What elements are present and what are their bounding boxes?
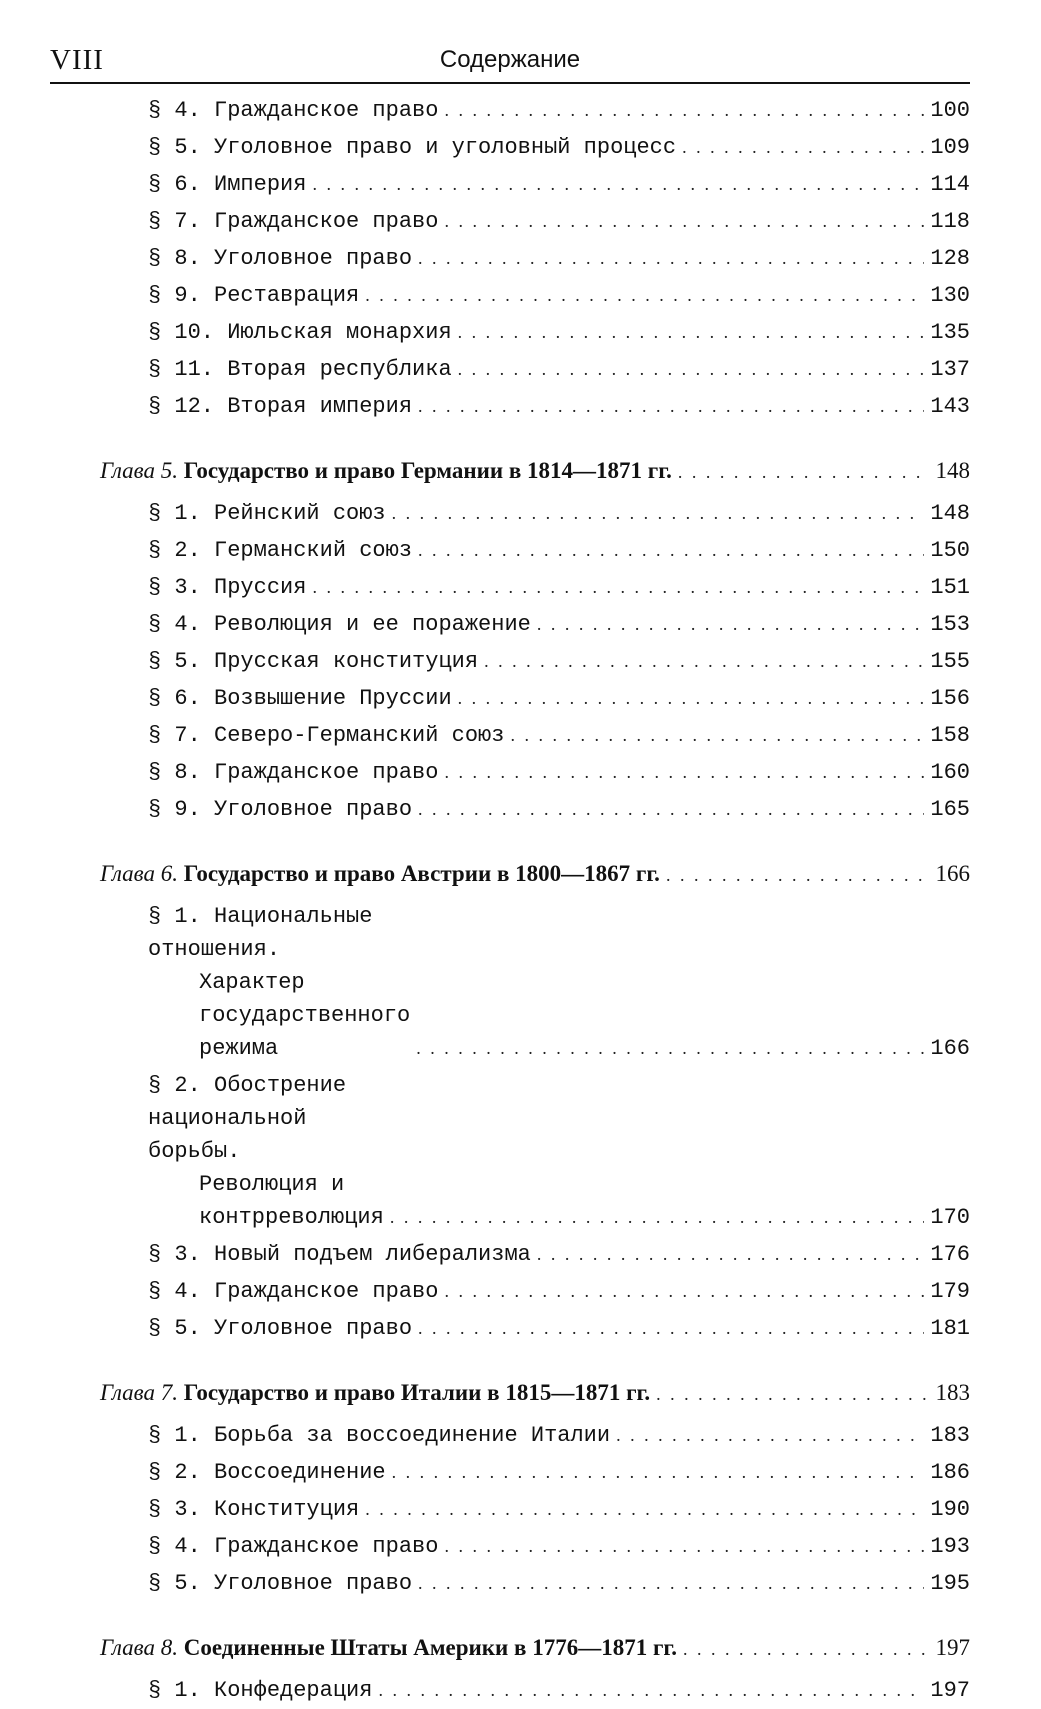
dot-leader [444, 754, 924, 791]
chapter-number: Глава 7. [100, 1380, 178, 1405]
section-label [148, 1069, 384, 1234]
toc-section-entry[interactable] [100, 754, 970, 791]
toc-section-entry[interactable] [100, 1417, 970, 1454]
toc-section-entry[interactable] [100, 129, 970, 166]
toc-section-entry[interactable] [100, 1491, 970, 1528]
dot-leader [365, 1491, 924, 1528]
toc-section-entry[interactable] [100, 1454, 970, 1491]
section-page-number: 150 [930, 538, 970, 563]
section-page-number: 166 [930, 1036, 970, 1061]
chapter-title: Государство и право Германии в 1814—1871 гг. [183, 458, 672, 483]
section-page-number: 135 [930, 320, 970, 345]
chapter-number: Глава 5. [100, 458, 178, 483]
section-page-number: 165 [930, 797, 970, 822]
toc-section-entry[interactable] [100, 314, 970, 351]
chapter-page-number: 166 [935, 861, 970, 886]
section-page-number: 130 [930, 283, 970, 308]
toc-section-entry[interactable] [100, 203, 970, 240]
dot-leader [416, 1032, 924, 1065]
section-page-number: 176 [930, 1242, 970, 1267]
section-label: § 1. Борьба за воссоединение Италии [148, 1423, 611, 1448]
chapter-label [100, 1628, 677, 1668]
section-page-number: 186 [930, 1460, 970, 1485]
toc-section-entry[interactable] [100, 532, 970, 569]
dot-leader [537, 606, 925, 643]
dot-leader [484, 643, 924, 680]
section-page-number: 143 [930, 394, 970, 419]
section-label: § 9. Уголовное право [148, 797, 413, 822]
dot-leader [312, 166, 924, 203]
toc-section-entry[interactable] [100, 643, 970, 680]
section-page-number: 156 [930, 686, 970, 711]
chapter-page-number: 197 [935, 1635, 970, 1660]
toc-chapter-block [100, 854, 970, 1347]
section-label: § 12. Вторая империя [148, 394, 413, 419]
section-page-number: 109 [930, 135, 970, 160]
section-page-number: 114 [930, 172, 970, 197]
toc-chapter-block [100, 1628, 970, 1709]
section-page-number: 153 [930, 612, 970, 637]
toc-chapter-entry[interactable] [100, 1373, 970, 1413]
dot-leader [458, 680, 925, 717]
dot-leader [666, 855, 930, 895]
section-label: § 3. Новый подъем либерализма [148, 1242, 531, 1267]
toc-chapter-entry[interactable] [100, 451, 970, 491]
toc-chapter-block [100, 1373, 970, 1602]
dot-leader [392, 495, 925, 532]
toc-section-entry[interactable] [100, 680, 970, 717]
toc-section-entry[interactable] [100, 277, 970, 314]
dot-leader [682, 129, 924, 166]
dot-leader [444, 1528, 924, 1565]
section-page-number: 128 [930, 246, 970, 271]
section-page-number: 193 [930, 1534, 970, 1559]
section-page-number: 190 [930, 1497, 970, 1522]
toc-chapter-entry[interactable] [100, 854, 970, 894]
toc-section-entry[interactable] [100, 92, 970, 129]
dot-leader [678, 452, 930, 492]
dot-leader [683, 1629, 929, 1669]
dot-leader [656, 1374, 929, 1414]
section-label: § 9. Реставрация [148, 283, 360, 308]
section-page-number: 148 [930, 501, 970, 526]
dot-leader [537, 1236, 925, 1273]
toc-section-entry[interactable] [100, 1236, 970, 1273]
section-label: § 6. Империя [148, 172, 307, 197]
section-label: § 7. Северо-Германский союз [148, 723, 505, 748]
section-page-number: 100 [930, 98, 970, 123]
toc-section-entry[interactable] [100, 495, 970, 532]
dot-leader [418, 1310, 924, 1347]
toc-chapter-block [100, 451, 970, 828]
section-label: § 5. Уголовное право и уголовный процесс [148, 135, 677, 160]
toc-section-entry[interactable] [100, 606, 970, 643]
dot-leader [418, 791, 924, 828]
section-label: § 5. Уголовное право [148, 1571, 413, 1596]
chapter-number: Глава 6. [100, 861, 178, 886]
dot-leader [444, 203, 924, 240]
section-label: § 5. Прусская конституция [148, 649, 479, 674]
toc-section-entry[interactable] [100, 1528, 970, 1565]
section-page-number: 155 [930, 649, 970, 674]
chapter-page-number: 183 [935, 1380, 970, 1405]
toc-section-entry[interactable] [100, 791, 970, 828]
section-label: § 7. Гражданское право [148, 209, 439, 234]
toc-section-entry[interactable] [100, 1310, 970, 1347]
dot-leader [378, 1672, 924, 1709]
section-page-number: 183 [930, 1423, 970, 1448]
section-label: § 2. Германский союз [148, 538, 413, 563]
section-page-number: 118 [930, 209, 970, 234]
section-label: § 4. Гражданское право [148, 98, 439, 123]
section-label: § 4. Гражданское право [148, 1279, 439, 1304]
section-page-number: 137 [930, 357, 970, 382]
toc-section-entry[interactable] [100, 1273, 970, 1310]
dot-leader [418, 1565, 924, 1602]
dot-leader [312, 569, 924, 606]
chapter-page-number: 148 [935, 458, 970, 483]
chapter-title: Соединенные Штаты Америки в 1776—1871 гг. [183, 1635, 678, 1660]
dot-leader [444, 1273, 924, 1310]
toc-section-entry[interactable] [100, 1067, 970, 1236]
toc-chapter-block [100, 92, 970, 425]
dot-leader [616, 1417, 924, 1454]
page-number: VIII [50, 44, 104, 76]
dot-leader [418, 388, 924, 425]
section-label: § 8. Уголовное право [148, 246, 413, 271]
chapter-label [100, 1373, 650, 1413]
toc-section-entry[interactable] [100, 388, 970, 425]
section-page-number: 160 [930, 760, 970, 785]
dot-leader [418, 532, 924, 569]
section-page-number: 170 [930, 1205, 970, 1230]
section-label-line2: Революция и контрреволюция [199, 1172, 384, 1230]
dot-leader [365, 277, 924, 314]
page-header [50, 44, 970, 84]
dot-leader [444, 92, 924, 129]
toc-section-entry[interactable] [100, 569, 970, 606]
section-label: § 8. Гражданское право [148, 760, 439, 785]
toc-section-entry[interactable] [100, 1672, 970, 1709]
dot-leader [510, 717, 924, 754]
dot-leader [390, 1201, 925, 1234]
toc-section-entry[interactable] [100, 717, 970, 754]
section-label: § 3. Пруссия [148, 575, 307, 600]
toc-section-entry[interactable] [100, 898, 970, 1067]
chapter-title: Государство и право Италии в 1815—1871 гг. [183, 1380, 651, 1405]
section-label: § 6. Возвышение Пруссии [148, 686, 452, 711]
toc-chapter-entry[interactable] [100, 1628, 970, 1668]
toc-section-entry[interactable] [100, 166, 970, 203]
chapter-label [100, 451, 672, 491]
section-label: § 4. Гражданское право [148, 1534, 439, 1559]
dot-leader [418, 240, 924, 277]
section-label: § 3. Конституция [148, 1497, 360, 1522]
dot-leader [458, 314, 925, 351]
section-label: § 10. Июльская монархия [148, 320, 452, 345]
section-label: § 11. Вторая республика [148, 357, 452, 382]
toc-section-entry[interactable] [100, 1565, 970, 1602]
section-label-line2: Характер государственного режима [199, 970, 411, 1061]
dot-leader [392, 1454, 925, 1491]
section-label: § 1. Конфедерация [148, 1678, 373, 1703]
section-label-line1: § 2. Обострение национальной борьбы. [148, 1073, 347, 1164]
section-page-number: 158 [930, 723, 970, 748]
section-label [148, 900, 410, 1065]
section-label: § 1. Рейнский союз [148, 501, 386, 526]
section-page-number: 181 [930, 1316, 970, 1341]
table-of-contents [100, 92, 970, 1709]
section-label-line1: § 1. Национальные отношения. [148, 904, 373, 962]
section-label: § 2. Воссоединение [148, 1460, 386, 1485]
section-page-number: 197 [930, 1678, 970, 1703]
running-title: Содержание [439, 46, 581, 73]
section-page-number: 179 [930, 1279, 970, 1304]
section-page-number: 195 [930, 1571, 970, 1596]
toc-section-entry[interactable] [100, 351, 970, 388]
toc-section-entry[interactable] [100, 240, 970, 277]
chapter-title: Государство и право Австрии в 1800—1867 гг. [183, 861, 660, 886]
chapter-label [100, 854, 660, 894]
section-page-number: 151 [930, 575, 970, 600]
section-label: § 4. Революция и ее поражение [148, 612, 531, 637]
section-label: § 5. Уголовное право [148, 1316, 413, 1341]
chapter-number: Глава 8. [100, 1635, 178, 1660]
dot-leader [458, 351, 925, 388]
